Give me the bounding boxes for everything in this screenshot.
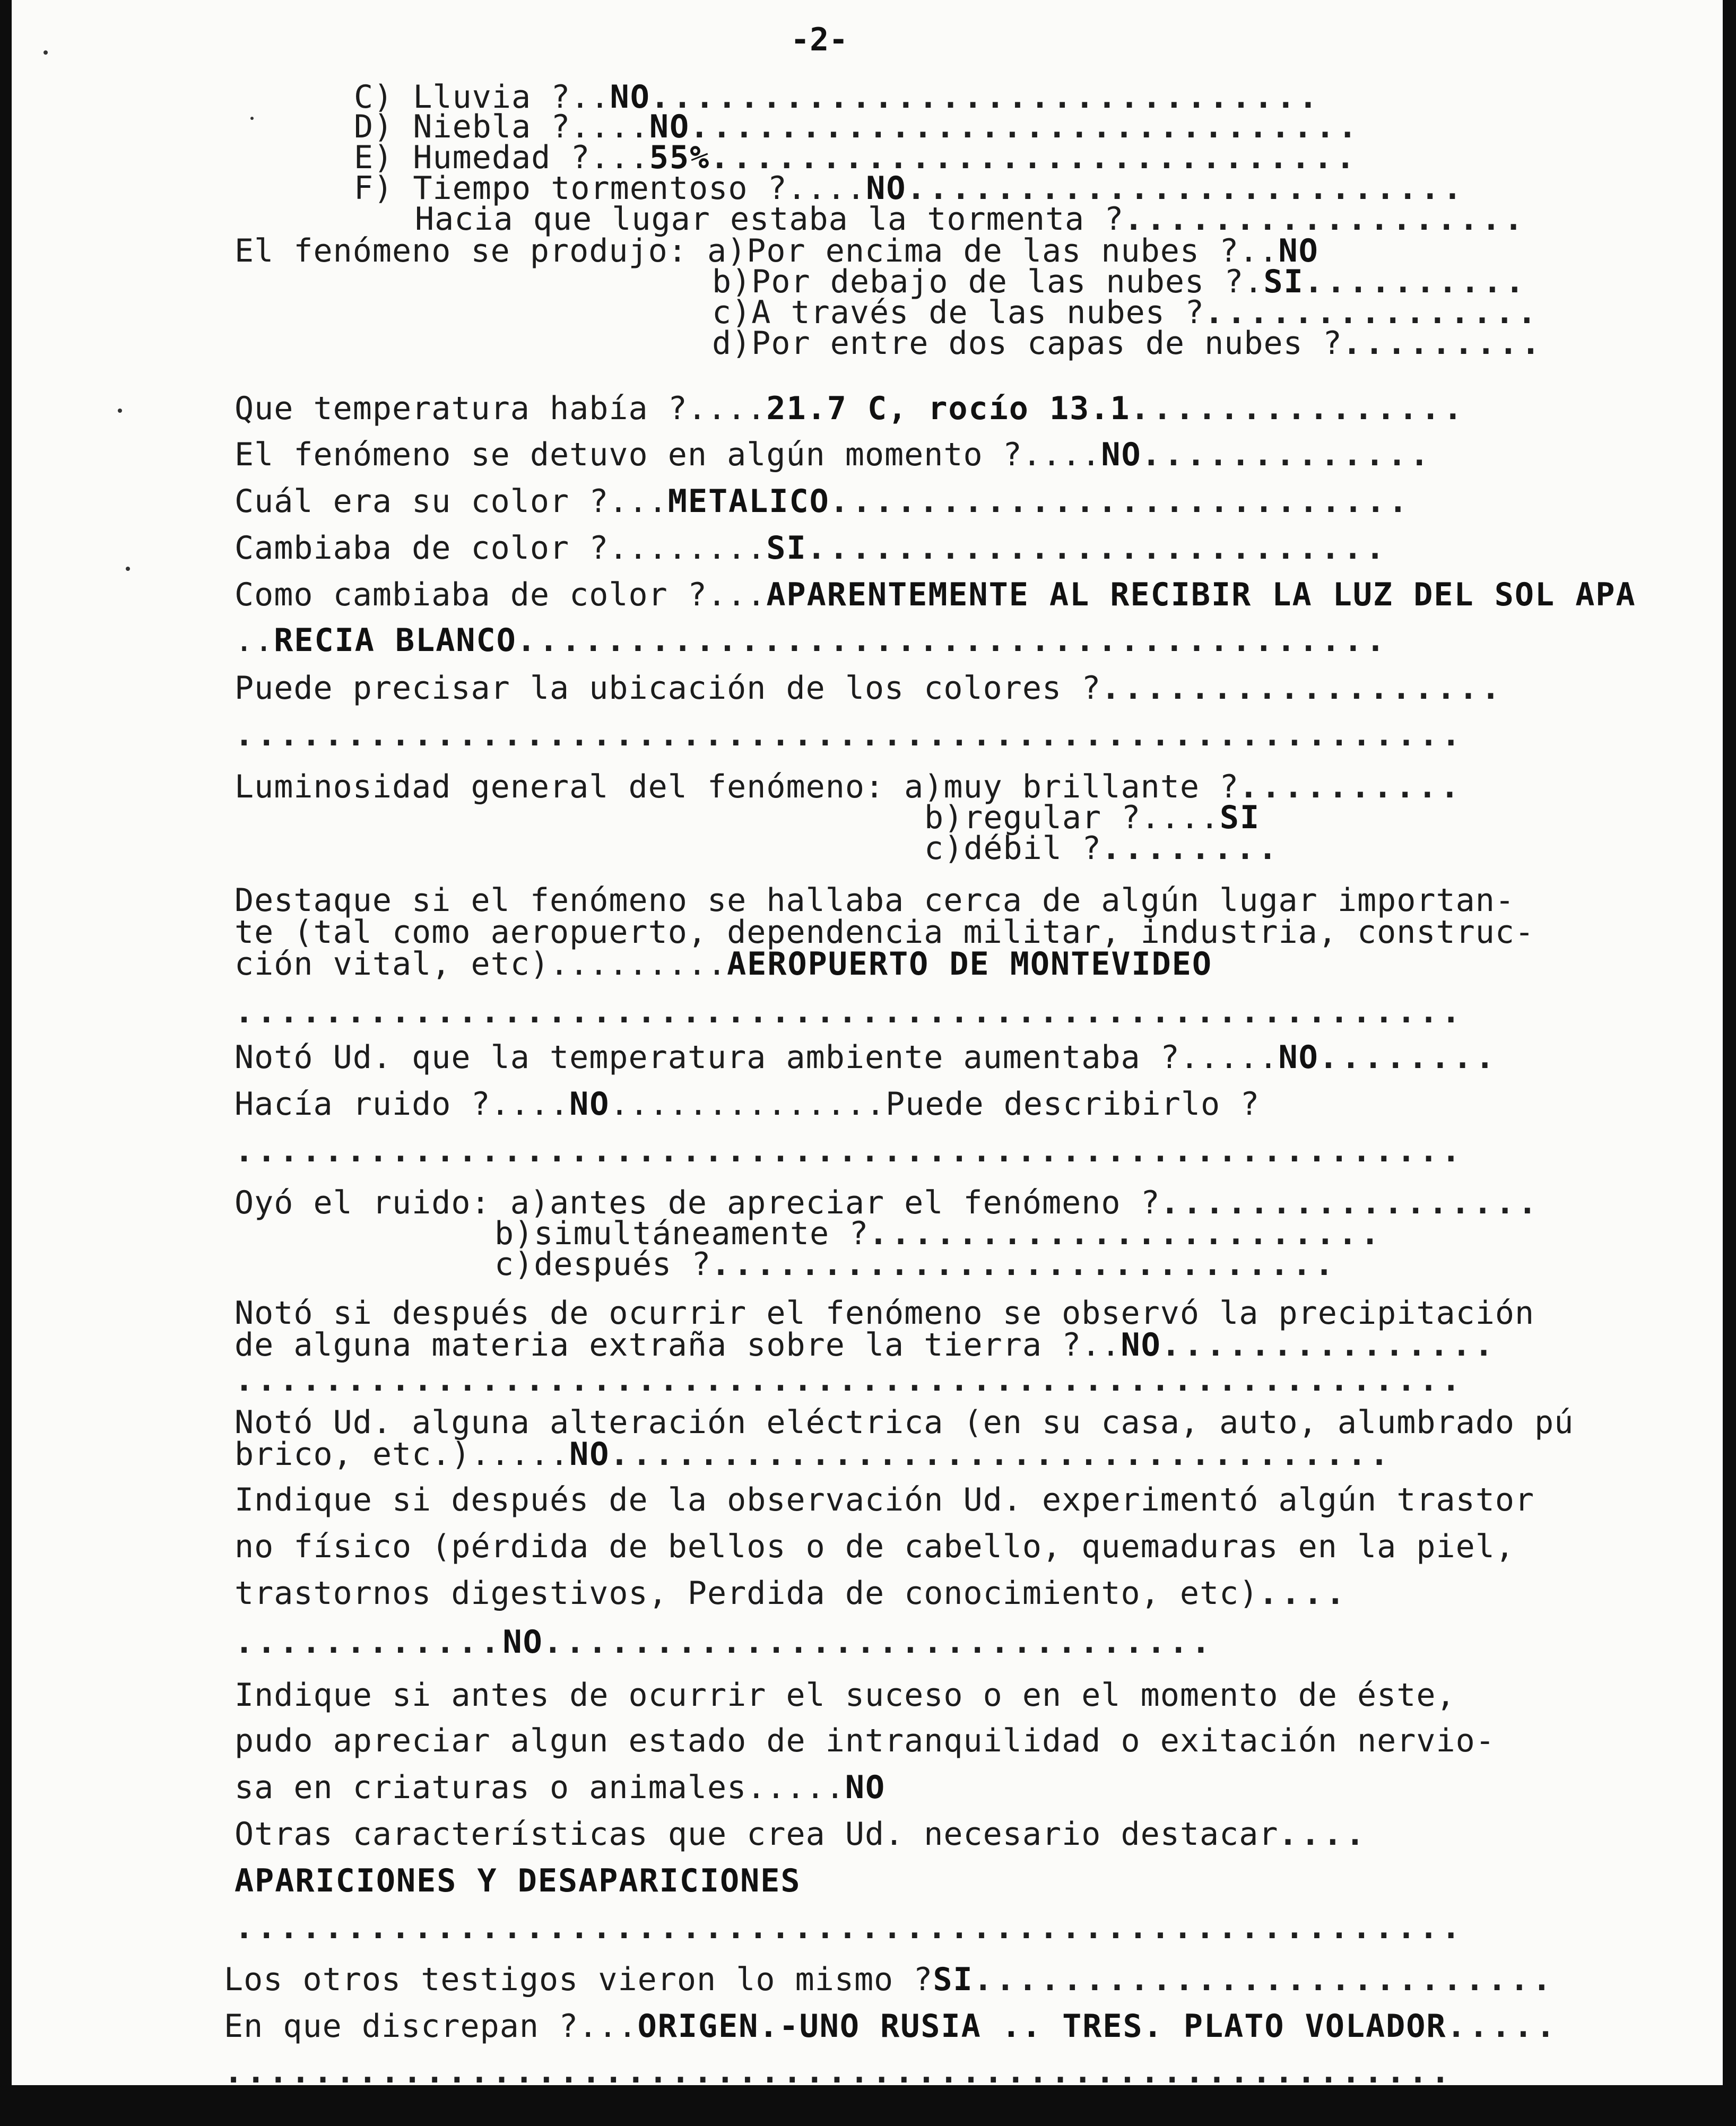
question-line: pudo apreciar algun estado de intranquilidad o exitación nervio- [235, 1722, 1495, 1759]
scan-speck [126, 567, 130, 571]
question-line: Luminosidad general del fenómeno: a)muy brillante ?.......... [235, 768, 1463, 805]
question-line: Cuál era su color ?...METALICO.......................... [235, 483, 1411, 520]
question-line: Cambiaba de color ?........SI.......................... [235, 530, 1388, 567]
question-line: brico, etc.).....NO................................... [235, 1436, 1392, 1473]
question-line: Los otros testigos vieron lo mismo ?SI.......................... [224, 1961, 1555, 1998]
question-line: te (tal como aeropuerto, dependencia militar, industria, construc- [235, 914, 1535, 951]
question-line: Notó Ud. alguna alteración eléctrica (en su casa, auto, alumbrado pú [235, 1404, 1574, 1441]
page-number: -2- [791, 21, 848, 58]
question-line: F) Tiempo tormentoso ?....NO......................... [354, 170, 1465, 207]
blank-dotted-line: ....................................................... [235, 1361, 1464, 1399]
question-line: El fenómeno se produjo: a)Por encima de las nubes ?..NO [235, 232, 1319, 270]
question-line: b)Por debajo de las nubes ?.SI.......... [712, 263, 1527, 300]
question-line: Notó Ud. que la temperatura ambiente aumentaba ?.....NO........ [235, 1039, 1498, 1076]
scan-border-left [0, 0, 12, 2126]
question-line: APARICIONES Y DESAPARICIONES [235, 1862, 801, 1899]
question-line: c)A través de las nubes ?............... [712, 294, 1540, 331]
question-line: Que temperatura había ?....21.7 C, rocío 13.1............... [235, 390, 1466, 427]
question-line: Indique si antes de ocurrir el suceso o en el momento de éste, [235, 1677, 1456, 1714]
question-line: c)débil ?........ [924, 830, 1281, 867]
blank-dotted-line: ....................................................... [235, 1132, 1464, 1169]
question-line: Otras características que crea Ud. necesario destacar.... [235, 1816, 1368, 1853]
question-line: C) Lluvia ?..NO.............................. [354, 79, 1321, 116]
question-line: trastornos digestivos, Perdida de conocimiento, etc).... [235, 1575, 1348, 1612]
question-line: E) Humedad ?...55%............................. [354, 139, 1358, 176]
scan-speck [250, 117, 254, 120]
question-line: En que discrepan ?...ORIGEN.-UNO RUSIA .. TRES. PLATO VOLADOR..... [224, 2008, 1559, 2045]
question-line: El fenómeno se detuvo en algún momento ?....NO............. [235, 436, 1433, 473]
question-line: Como cambiaba de color ?...APARENTEMENTE AL RECIBIR LA LUZ DEL SOL APA [235, 576, 1636, 613]
question-line: ............NO.............................. [235, 1624, 1214, 1661]
question-line: Oyó el ruido: a)antes de apreciar el fenómeno ?................. [235, 1184, 1540, 1221]
question-line: c)después ?............................ [494, 1246, 1337, 1283]
question-line: D) Niebla ?....NO.............................. [354, 108, 1360, 145]
blank-dotted-line: ....................................................... [235, 1909, 1464, 1946]
scan-border-bottom [0, 2085, 1736, 2126]
blank-dotted-line: ....................................................... [235, 716, 1464, 753]
scan-border-right [1723, 0, 1736, 2126]
question-line: Destaque si el fenómeno se hallaba cerca de algún lugar importan- [235, 882, 1515, 919]
blank-dotted-line: ....................................................... [235, 993, 1464, 1030]
scan-speck [118, 409, 122, 413]
question-line: Notó si después de ocurrir el fenómeno se observó la precipitación [235, 1295, 1535, 1332]
question-line: Hacía ruido ?....NO..............Puede describirlo ? [235, 1086, 1260, 1123]
question-line: b)simultáneamente ?....................... [494, 1215, 1383, 1252]
document-page [12, 0, 1723, 2085]
question-line: de alguna materia extraña sobre la tierra ?..NO............... [235, 1326, 1497, 1364]
question-line: b)regular ?....SI [924, 799, 1261, 836]
question-line: Hacia que lugar estaba la tormenta ?.................. [415, 201, 1526, 238]
blank-dotted-line: ....................................................... [224, 2053, 1453, 2085]
question-line: ción vital, etc).........AEROPUERTO DE MONTEVIDEO [235, 945, 1213, 983]
question-line: no físico (pérdida de bellos o de cabello, quemaduras en la piel, [235, 1528, 1515, 1565]
question-line: d)Por entre dos capas de nubes ?......... [712, 325, 1544, 362]
question-line: ..RECIA BLANCO....................................... [235, 622, 1388, 659]
question-line: sa en criaturas o animales.....NO [235, 1769, 886, 1806]
question-line: Puede precisar la ubicación de los colores ?.................. [235, 670, 1504, 707]
scan-speck [44, 50, 48, 55]
question-line: Indique si después de la observación Ud. experimentó algún trastor [235, 1481, 1535, 1518]
